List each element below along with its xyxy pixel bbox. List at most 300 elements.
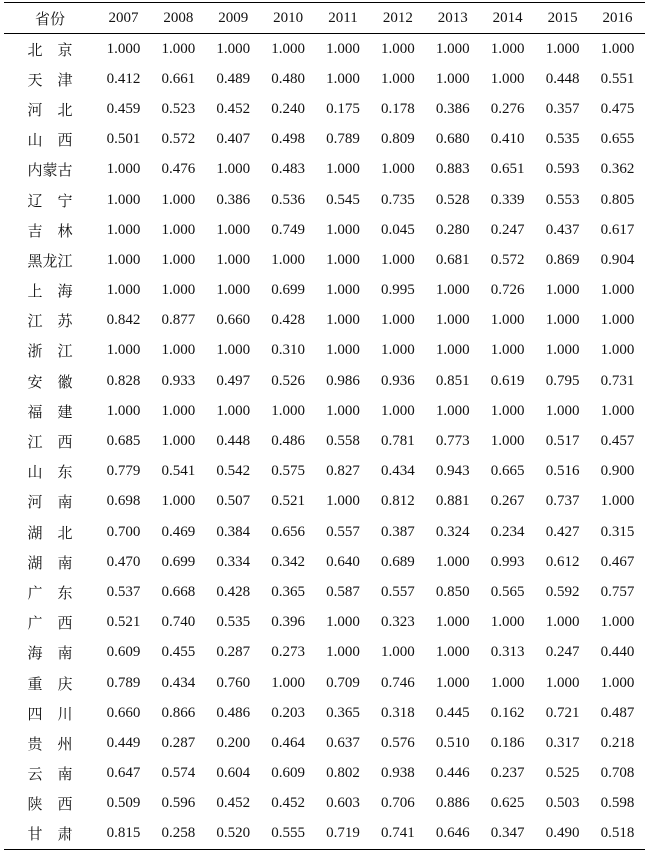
efficiency-value-cell: 0.625	[490, 795, 525, 812]
efficiency-value-cell: 0.619	[490, 372, 525, 389]
efficiency-value-cell: 0.536	[271, 191, 305, 208]
efficiency-value-cell: 0.537	[106, 583, 141, 600]
efficiency-value-cell: 0.869	[545, 251, 580, 268]
efficiency-value-cell: 0.267	[490, 493, 525, 510]
efficiency-table-container	[4, 2, 645, 850]
efficiency-value-cell: 0.440	[600, 644, 635, 661]
efficiency-value-cell: 1.000	[216, 282, 251, 299]
province-name-cell: 重 庆	[27, 676, 73, 693]
efficiency-value-cell: 1.000	[326, 161, 360, 178]
efficiency-table	[4, 3, 645, 849]
province-name-cell: 浙 江	[27, 344, 73, 361]
province-name-cell: 上 海	[27, 284, 73, 301]
efficiency-value-cell: 0.287	[216, 644, 251, 661]
efficiency-value-cell: 1.000	[545, 674, 580, 691]
efficiency-value-cell: 1.000	[271, 40, 305, 57]
province-name-cell: 海 南	[27, 646, 73, 663]
efficiency-value-cell: 0.448	[545, 70, 580, 87]
efficiency-value-cell: 1.000	[326, 493, 360, 510]
efficiency-value-cell: 0.517	[545, 433, 580, 450]
efficiency-value-cell: 0.480	[271, 70, 305, 87]
efficiency-value-cell: 0.609	[106, 644, 141, 661]
efficiency-value-cell: 0.203	[271, 704, 305, 721]
efficiency-value-cell: 0.276	[490, 100, 525, 117]
province-name-cell: 甘 肃	[27, 827, 73, 844]
efficiency-value-cell: 0.318	[381, 704, 415, 721]
efficiency-value-cell: 1.000	[600, 493, 635, 510]
efficiency-value-cell: 1.000	[106, 191, 141, 208]
efficiency-value-cell: 0.565	[490, 583, 525, 600]
efficiency-value-cell: 1.000	[381, 40, 415, 57]
efficiency-value-cell: 0.706	[381, 795, 415, 812]
table-row	[4, 366, 645, 396]
column-header-year: 2007	[108, 9, 139, 26]
efficiency-value-cell: 0.656	[271, 523, 305, 540]
efficiency-value-cell: 1.000	[600, 40, 635, 57]
province-name-cell: 吉 林	[27, 223, 73, 240]
efficiency-value-cell: 1.000	[435, 402, 470, 419]
efficiency-value-cell: 1.000	[106, 221, 141, 238]
efficiency-value-cell: 0.805	[600, 191, 635, 208]
efficiency-value-cell: 0.779	[106, 463, 141, 480]
province-name-cell: 湖 南	[27, 555, 73, 572]
table-row	[4, 94, 645, 124]
efficiency-value-cell: 1.000	[381, 312, 415, 329]
efficiency-value-cell: 0.877	[161, 312, 196, 329]
efficiency-value-cell: 0.365	[271, 583, 305, 600]
efficiency-value-cell: 1.000	[161, 433, 196, 450]
province-name-cell: 贵 州	[27, 736, 73, 753]
efficiency-value-cell: 0.886	[435, 795, 470, 812]
table-row	[4, 789, 645, 819]
table-row	[4, 728, 645, 758]
efficiency-value-cell: 0.535	[545, 131, 580, 148]
efficiency-value-cell: 0.427	[545, 523, 580, 540]
efficiency-value-cell: 1.000	[161, 282, 196, 299]
efficiency-value-cell: 0.726	[490, 282, 525, 299]
efficiency-value-cell: 1.000	[600, 614, 635, 631]
efficiency-value-cell: 0.162	[490, 704, 525, 721]
efficiency-value-cell: 0.689	[381, 553, 415, 570]
efficiency-value-cell: 1.000	[271, 674, 305, 691]
province-name-cell: 山 西	[27, 133, 73, 150]
table-row	[4, 698, 645, 728]
efficiency-value-cell: 1.000	[435, 312, 470, 329]
efficiency-value-cell: 0.483	[271, 161, 305, 178]
efficiency-value-cell: 0.827	[326, 463, 360, 480]
efficiency-value-cell: 0.323	[381, 614, 415, 631]
efficiency-value-cell: 1.000	[545, 614, 580, 631]
efficiency-value-cell: 0.542	[216, 463, 251, 480]
efficiency-value-cell: 0.665	[490, 463, 525, 480]
efficiency-value-cell: 0.310	[271, 342, 305, 359]
table-row	[4, 487, 645, 517]
efficiency-value-cell: 1.000	[490, 70, 525, 87]
efficiency-value-cell: 0.661	[161, 70, 196, 87]
efficiency-value-cell: 0.545	[326, 191, 360, 208]
efficiency-value-cell: 0.681	[435, 251, 470, 268]
province-name-cell: 河 南	[27, 495, 73, 512]
efficiency-value-cell: 0.469	[161, 523, 196, 540]
header-row	[4, 3, 645, 34]
efficiency-value-cell: 0.557	[326, 523, 360, 540]
table-row	[4, 336, 645, 366]
efficiency-value-cell: 0.851	[435, 372, 470, 389]
efficiency-value-cell: 1.000	[381, 402, 415, 419]
efficiency-value-cell: 0.476	[161, 161, 196, 178]
efficiency-value-cell: 0.698	[106, 493, 141, 510]
efficiency-value-cell: 1.000	[106, 40, 141, 57]
efficiency-value-cell: 0.280	[435, 221, 470, 238]
efficiency-value-cell: 0.760	[216, 674, 251, 691]
efficiency-value-cell: 0.434	[381, 463, 415, 480]
efficiency-value-cell: 0.339	[490, 191, 525, 208]
efficiency-value-cell: 1.000	[216, 342, 251, 359]
efficiency-value-cell: 0.487	[600, 704, 635, 721]
efficiency-value-cell: 0.315	[600, 523, 635, 540]
province-name-cell: 安 徽	[27, 374, 73, 391]
province-name-cell: 江 苏	[27, 314, 73, 331]
efficiency-value-cell: 0.596	[161, 795, 196, 812]
province-name-cell: 黑龙江	[27, 253, 73, 270]
efficiency-value-cell: 1.000	[326, 70, 360, 87]
efficiency-value-cell: 0.802	[326, 765, 360, 782]
efficiency-value-cell: 1.000	[326, 40, 360, 57]
efficiency-value-cell: 1.000	[161, 251, 196, 268]
efficiency-value-cell: 1.000	[216, 402, 251, 419]
efficiency-value-cell: 0.781	[381, 433, 415, 450]
efficiency-value-cell: 1.000	[435, 553, 470, 570]
efficiency-value-cell: 0.572	[161, 131, 196, 148]
efficiency-value-cell: 0.490	[545, 825, 580, 842]
efficiency-value-cell: 0.551	[600, 70, 635, 87]
efficiency-value-cell: 0.749	[271, 221, 305, 238]
efficiency-value-cell: 1.000	[490, 614, 525, 631]
table-row	[4, 396, 645, 426]
efficiency-value-cell: 0.541	[161, 463, 196, 480]
column-header-year: 2008	[163, 9, 194, 26]
table-row	[4, 64, 645, 94]
efficiency-value-cell: 0.883	[435, 161, 470, 178]
efficiency-value-cell: 0.510	[435, 734, 470, 751]
efficiency-value-cell: 0.437	[545, 221, 580, 238]
efficiency-value-cell: 0.410	[490, 131, 525, 148]
efficiency-value-cell: 0.520	[216, 825, 251, 842]
efficiency-value-cell: 0.587	[326, 583, 360, 600]
efficiency-value-cell: 0.809	[381, 131, 415, 148]
efficiency-value-cell: 1.000	[490, 40, 525, 57]
efficiency-value-cell: 0.603	[326, 795, 360, 812]
efficiency-value-cell: 0.850	[435, 583, 470, 600]
efficiency-value-cell: 1.000	[216, 161, 251, 178]
column-header-year: 2009	[218, 9, 249, 26]
efficiency-value-cell: 1.000	[545, 342, 580, 359]
efficiency-value-cell: 0.593	[545, 161, 580, 178]
table-row	[4, 759, 645, 789]
province-name-cell: 天 津	[27, 72, 73, 89]
efficiency-value-cell: 0.387	[381, 523, 415, 540]
efficiency-value-cell: 0.464	[271, 734, 305, 751]
efficiency-value-cell: 0.647	[106, 765, 141, 782]
efficiency-value-cell: 0.486	[216, 704, 251, 721]
column-header-year: 2013	[437, 9, 468, 26]
efficiency-value-cell: 1.000	[490, 342, 525, 359]
efficiency-value-cell: 0.178	[381, 100, 415, 117]
efficiency-value-cell: 0.637	[326, 734, 360, 751]
efficiency-value-cell: 0.904	[600, 251, 635, 268]
efficiency-value-cell: 1.000	[216, 221, 251, 238]
efficiency-value-cell: 1.000	[326, 221, 360, 238]
efficiency-value-cell: 0.604	[216, 765, 251, 782]
efficiency-value-cell: 0.555	[271, 825, 305, 842]
efficiency-value-cell: 0.528	[435, 191, 470, 208]
efficiency-value-cell: 0.516	[545, 463, 580, 480]
efficiency-value-cell: 0.757	[600, 583, 635, 600]
efficiency-value-cell: 1.000	[545, 312, 580, 329]
table-header	[4, 3, 645, 34]
efficiency-value-cell: 0.815	[106, 825, 141, 842]
province-name-cell: 四 川	[27, 706, 73, 723]
efficiency-value-cell: 0.646	[435, 825, 470, 842]
efficiency-value-cell: 0.740	[161, 614, 196, 631]
efficiency-value-cell: 1.000	[381, 342, 415, 359]
efficiency-value-cell: 0.812	[381, 493, 415, 510]
efficiency-value-cell: 0.842	[106, 312, 141, 329]
efficiency-value-cell: 0.412	[106, 70, 141, 87]
efficiency-value-cell: 0.470	[106, 553, 141, 570]
efficiency-value-cell: 0.933	[161, 372, 196, 389]
efficiency-value-cell: 0.525	[545, 765, 580, 782]
table-row	[4, 547, 645, 577]
efficiency-value-cell: 1.000	[435, 614, 470, 631]
efficiency-value-cell: 1.000	[490, 433, 525, 450]
efficiency-value-cell: 0.237	[490, 765, 525, 782]
efficiency-value-cell: 0.668	[161, 583, 196, 600]
province-name-cell: 北 京	[27, 42, 73, 59]
efficiency-value-cell: 0.828	[106, 372, 141, 389]
efficiency-value-cell: 0.651	[490, 161, 525, 178]
efficiency-value-cell: 1.000	[435, 644, 470, 661]
efficiency-value-cell: 1.000	[161, 493, 196, 510]
efficiency-value-cell: 0.507	[216, 493, 251, 510]
efficiency-value-cell: 1.000	[106, 161, 141, 178]
efficiency-value-cell: 1.000	[600, 282, 635, 299]
efficiency-value-cell: 0.234	[490, 523, 525, 540]
efficiency-value-cell: 0.362	[600, 161, 635, 178]
efficiency-value-cell: 0.609	[271, 765, 305, 782]
efficiency-value-cell: 0.455	[161, 644, 196, 661]
efficiency-value-cell: 0.467	[600, 553, 635, 570]
table-row	[4, 215, 645, 245]
table-row	[4, 638, 645, 668]
efficiency-value-cell: 0.731	[600, 372, 635, 389]
efficiency-value-cell: 0.452	[216, 795, 251, 812]
efficiency-value-cell: 0.741	[381, 825, 415, 842]
efficiency-value-cell: 0.866	[161, 704, 196, 721]
column-header-year: 2012	[382, 9, 413, 26]
efficiency-value-cell: 0.509	[106, 795, 141, 812]
efficiency-value-cell: 0.445	[435, 704, 470, 721]
efficiency-value-cell: 1.000	[326, 402, 360, 419]
efficiency-value-cell: 0.699	[161, 553, 196, 570]
efficiency-value-cell: 0.452	[271, 795, 305, 812]
efficiency-value-cell: 1.000	[600, 342, 635, 359]
efficiency-value-cell: 0.407	[216, 131, 251, 148]
efficiency-value-cell: 1.000	[106, 342, 141, 359]
efficiency-value-cell: 0.936	[381, 372, 415, 389]
province-name-cell: 云 南	[27, 767, 73, 784]
efficiency-value-cell: 0.428	[216, 583, 251, 600]
efficiency-value-cell: 0.995	[381, 282, 415, 299]
efficiency-value-cell: 0.448	[216, 433, 251, 450]
efficiency-value-cell: 1.000	[106, 251, 141, 268]
efficiency-value-cell: 1.000	[381, 644, 415, 661]
table-row	[4, 125, 645, 155]
efficiency-value-cell: 0.789	[106, 674, 141, 691]
efficiency-value-cell: 1.000	[271, 251, 305, 268]
efficiency-value-cell: 0.521	[106, 614, 141, 631]
efficiency-value-cell: 0.680	[435, 131, 470, 148]
column-header-year: 2010	[273, 9, 304, 26]
efficiency-value-cell: 1.000	[161, 402, 196, 419]
table-row	[4, 577, 645, 607]
efficiency-value-cell: 0.655	[600, 131, 635, 148]
efficiency-value-cell: 1.000	[326, 644, 360, 661]
efficiency-value-cell: 1.000	[545, 282, 580, 299]
efficiency-value-cell: 1.000	[381, 251, 415, 268]
province-name-cell: 广 西	[27, 616, 73, 633]
efficiency-value-cell: 0.572	[490, 251, 525, 268]
efficiency-value-cell: 0.526	[271, 372, 305, 389]
efficiency-value-cell: 0.396	[271, 614, 305, 631]
efficiency-value-cell: 0.175	[326, 100, 360, 117]
province-name-cell: 内蒙古	[27, 163, 73, 180]
efficiency-value-cell: 1.000	[600, 312, 635, 329]
efficiency-value-cell: 1.000	[161, 40, 196, 57]
efficiency-value-cell: 0.317	[545, 734, 580, 751]
province-name-cell: 河 北	[27, 102, 73, 119]
efficiency-value-cell: 1.000	[435, 674, 470, 691]
efficiency-value-cell: 0.700	[106, 523, 141, 540]
efficiency-value-cell: 0.789	[326, 131, 360, 148]
table-row	[4, 517, 645, 547]
efficiency-value-cell: 1.000	[106, 402, 141, 419]
efficiency-value-cell: 1.000	[545, 402, 580, 419]
table-row	[4, 34, 645, 64]
efficiency-value-cell: 1.000	[381, 70, 415, 87]
efficiency-value-cell: 0.575	[271, 463, 305, 480]
efficiency-value-cell: 1.000	[216, 40, 251, 57]
table-row	[4, 668, 645, 698]
efficiency-value-cell: 0.557	[381, 583, 415, 600]
efficiency-value-cell: 0.497	[216, 372, 251, 389]
efficiency-value-cell: 0.475	[600, 100, 635, 117]
efficiency-value-cell: 0.446	[435, 765, 470, 782]
efficiency-value-cell: 0.386	[216, 191, 251, 208]
efficiency-value-cell: 0.324	[435, 523, 470, 540]
efficiency-value-cell: 1.000	[106, 282, 141, 299]
efficiency-value-cell: 0.617	[600, 221, 635, 238]
efficiency-value-cell: 0.347	[490, 825, 525, 842]
table-row	[4, 457, 645, 487]
efficiency-value-cell: 0.737	[545, 493, 580, 510]
efficiency-value-cell: 0.459	[106, 100, 141, 117]
province-name-cell: 湖 北	[27, 525, 73, 542]
efficiency-value-cell: 0.735	[381, 191, 415, 208]
efficiency-value-cell: 0.501	[106, 131, 141, 148]
efficiency-value-cell: 0.457	[600, 433, 635, 450]
efficiency-value-cell: 0.558	[326, 433, 360, 450]
efficiency-value-cell: 0.719	[326, 825, 360, 842]
efficiency-value-cell: 0.428	[271, 312, 305, 329]
efficiency-value-cell: 0.640	[326, 553, 360, 570]
column-header-year: 2014	[492, 9, 523, 26]
efficiency-value-cell: 1.000	[161, 221, 196, 238]
province-name-cell: 辽 宁	[27, 193, 73, 210]
efficiency-value-cell: 0.273	[271, 644, 305, 661]
efficiency-value-cell: 0.384	[216, 523, 251, 540]
efficiency-value-cell: 0.598	[600, 795, 635, 812]
efficiency-value-cell: 1.000	[490, 402, 525, 419]
efficiency-value-cell: 0.452	[216, 100, 251, 117]
table-row	[4, 276, 645, 306]
efficiency-value-cell: 0.592	[545, 583, 580, 600]
column-header-year: 2016	[602, 9, 633, 26]
efficiency-value-cell: 0.746	[381, 674, 415, 691]
efficiency-value-cell: 0.685	[106, 433, 141, 450]
efficiency-value-cell: 0.574	[161, 765, 196, 782]
efficiency-value-cell: 1.000	[216, 251, 251, 268]
efficiency-value-cell: 0.386	[435, 100, 470, 117]
efficiency-value-cell: 1.000	[326, 312, 360, 329]
efficiency-value-cell: 0.357	[545, 100, 580, 117]
table-row	[4, 819, 645, 849]
efficiency-value-cell: 0.523	[161, 100, 196, 117]
efficiency-value-cell: 0.553	[545, 191, 580, 208]
table-row	[4, 608, 645, 638]
efficiency-value-cell: 1.000	[435, 40, 470, 57]
efficiency-value-cell: 1.000	[326, 342, 360, 359]
efficiency-value-cell: 0.186	[490, 734, 525, 751]
efficiency-value-cell: 0.576	[381, 734, 415, 751]
efficiency-value-cell: 0.993	[490, 553, 525, 570]
province-name-cell: 江 西	[27, 435, 73, 452]
efficiency-value-cell: 0.521	[271, 493, 305, 510]
efficiency-value-cell: 0.518	[600, 825, 635, 842]
province-name-cell: 福 建	[27, 404, 73, 421]
efficiency-value-cell: 1.000	[600, 402, 635, 419]
efficiency-value-cell: 0.660	[106, 704, 141, 721]
column-header-year: 2015	[547, 9, 578, 26]
province-name-cell: 山 东	[27, 465, 73, 482]
efficiency-value-cell: 0.699	[271, 282, 305, 299]
efficiency-value-cell: 0.342	[271, 553, 305, 570]
efficiency-value-cell: 1.000	[326, 614, 360, 631]
efficiency-value-cell: 0.708	[600, 765, 635, 782]
province-name-cell: 广 东	[27, 585, 73, 602]
efficiency-value-cell: 0.247	[490, 221, 525, 238]
table-row	[4, 185, 645, 215]
efficiency-value-cell: 0.498	[271, 131, 305, 148]
efficiency-value-cell: 0.045	[381, 221, 415, 238]
efficiency-value-cell: 0.486	[271, 433, 305, 450]
efficiency-value-cell: 1.000	[490, 312, 525, 329]
efficiency-value-cell: 0.334	[216, 553, 251, 570]
efficiency-value-cell: 0.247	[545, 644, 580, 661]
efficiency-value-cell: 0.434	[161, 674, 196, 691]
efficiency-value-cell: 0.503	[545, 795, 580, 812]
efficiency-value-cell: 1.000	[435, 342, 470, 359]
